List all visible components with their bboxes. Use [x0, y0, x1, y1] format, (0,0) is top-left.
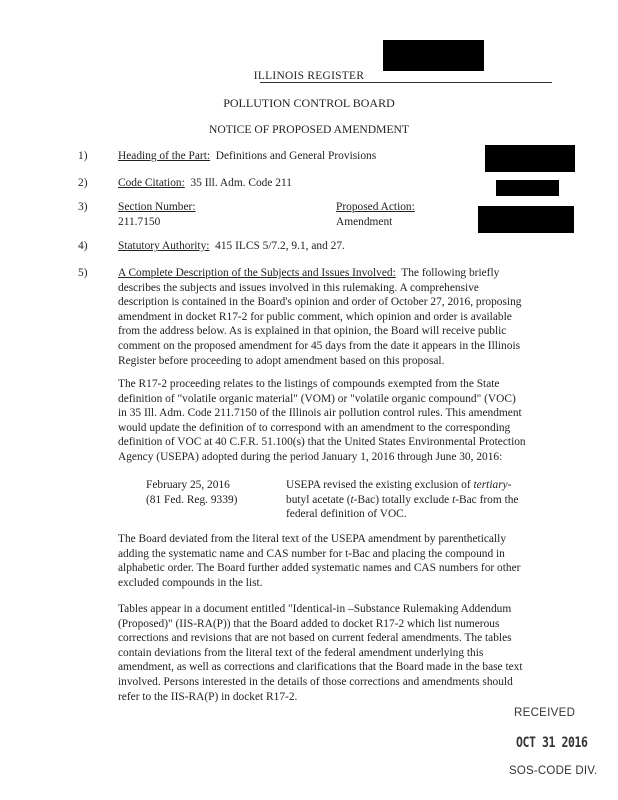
item-value-heading: Definitions and General Provisions: [215, 150, 377, 162]
text-line: alphabetic order. The Board further added systematic names and CAS numbers for other: [118, 562, 521, 575]
header-rule: [260, 82, 552, 83]
item-number-4: 4): [78, 240, 88, 252]
text-line: Agency (USEPA) adopted during the period January 1, 2016 through June 30, 2016:: [118, 450, 503, 463]
item-value-authority: 415 ILCS 5/7.2, 9.1, and 27.: [215, 240, 345, 252]
text-line: would update the definition of to correspond with an amendment to the corresponding: [118, 421, 511, 434]
item-value-section: 211.7150: [118, 215, 161, 228]
text-line: contain deviations from the literal text of the federal amendment underlying this: [118, 646, 484, 659]
text-line: excluded compounds in the list.: [118, 576, 263, 589]
text-line: federal definition of VOC.: [286, 508, 407, 521]
text-line: adding the systematic name and CAS number for t-Bac and placing the compound in: [118, 547, 505, 560]
item-proposed-action: [336, 200, 415, 229]
amendment-fed-reg: (81 Fed. Reg. 9339): [146, 493, 238, 506]
redaction-box-right-3: [478, 206, 574, 233]
stamp-department: SOS-CODE DIV.: [509, 765, 598, 777]
stamp-date: OCT 31 2016: [516, 735, 588, 751]
text-line: definition of VOC at 40 C.F.R. 51.100(s) that the United States Environmental Protection: [118, 436, 526, 449]
description-paragraph-2: [118, 377, 566, 465]
text-line: The Board deviated from the literal text of the USEPA amendment by parenthetically: [118, 533, 507, 545]
text-line: comment on the proposed amendment for 45 days from the date it appears in the Illinois: [118, 339, 521, 352]
text-line: amendment in docket R17-2 for public comment, which opinion and order is available: [118, 310, 512, 323]
item-label-authority: Statutory Authority:: [118, 240, 210, 252]
stamp-received: RECEIVED: [514, 707, 576, 719]
item-value-citation: 35 Ill. Adm. Code 211: [190, 177, 292, 189]
item-label-action: Proposed Action:: [336, 201, 415, 213]
description-paragraph-3: [118, 532, 566, 590]
item-code-citation: [118, 176, 566, 191]
description-paragraph-4: [118, 602, 566, 704]
register-title: ILLINOIS REGISTER: [253, 70, 365, 82]
text-line: [118, 266, 566, 281]
item-number-3: 3): [78, 201, 88, 213]
item-number-2: 2): [78, 177, 88, 189]
text-line: (Proposed)" (IIS-RA(P)) that the Board added to docket R17-2 which list numerous: [118, 617, 500, 630]
text-line: refer to the IIS-RA(P) in docket R17-2.: [118, 690, 298, 703]
text-line: from the address below. As is explained in that opinion, the Board will receive public: [118, 325, 507, 338]
text-line: USEPA revised the existing exclusion of tertiary-: [286, 479, 512, 491]
item-label-citation: Code Citation:: [118, 177, 185, 189]
text-line: corrections and revisions that are not based on current federal amendments. The tables: [118, 632, 512, 645]
amendment-date: February 25, 2016: [146, 479, 230, 491]
amendment-date-cell: [146, 478, 237, 507]
text-line: Register before proceeding to adopt amendment based on this proposal.: [118, 354, 445, 367]
text-line: involved. Persons interested in the details of those corrections and amendments should: [118, 675, 513, 688]
item-label-description: A Complete Description of the Subjects and Issues Involved:: [118, 267, 396, 279]
amendment-description-cell: [286, 478, 566, 522]
text-line: in 35 Ill. Adm. Code 211.7150 of the Illinois air pollution control rules. This amendment: [118, 407, 522, 420]
item-number-1: 1): [78, 150, 88, 162]
item-label-heading: Heading of the Part:: [118, 150, 211, 162]
text-line: definition of "volatile organic material" (VOM) or "volatile organic compound" (VOC): [118, 392, 516, 405]
text-line: description is contained in the Board's opinion and order of October 27, 2016, proposing: [118, 296, 522, 309]
item-value-action: Amendment: [336, 215, 393, 228]
text-line: describes the subjects and issues involved in this rulemaking. A comprehensive: [118, 281, 479, 294]
description-paragraph-1: [118, 266, 566, 368]
text-line: amendment, as well as corrections and clarifications that the Board made in the base text: [118, 661, 523, 674]
notice-title: NOTICE OF PROPOSED AMENDMENT: [208, 123, 409, 136]
item-number-5: 5): [78, 267, 88, 279]
text-line-segment: The following briefly: [401, 267, 500, 279]
redaction-box-top: [383, 40, 484, 71]
item-label-section: Section Number:: [118, 201, 196, 213]
item-statutory-authority: [118, 239, 566, 254]
board-name: POLLUTION CONTROL BOARD: [223, 96, 395, 110]
item-heading-of-part: [118, 149, 566, 164]
text-line: butyl acetate (t-Bac) totally exclude t-Bac from the: [286, 493, 519, 506]
text-line: The R17-2 proceeding relates to the listings of compounds exempted from the State: [118, 378, 500, 390]
item-section-number: [118, 200, 196, 229]
text-line: Tables appear in a document entitled "Identical-in –Substance Rulemaking Addendum: [118, 603, 512, 615]
